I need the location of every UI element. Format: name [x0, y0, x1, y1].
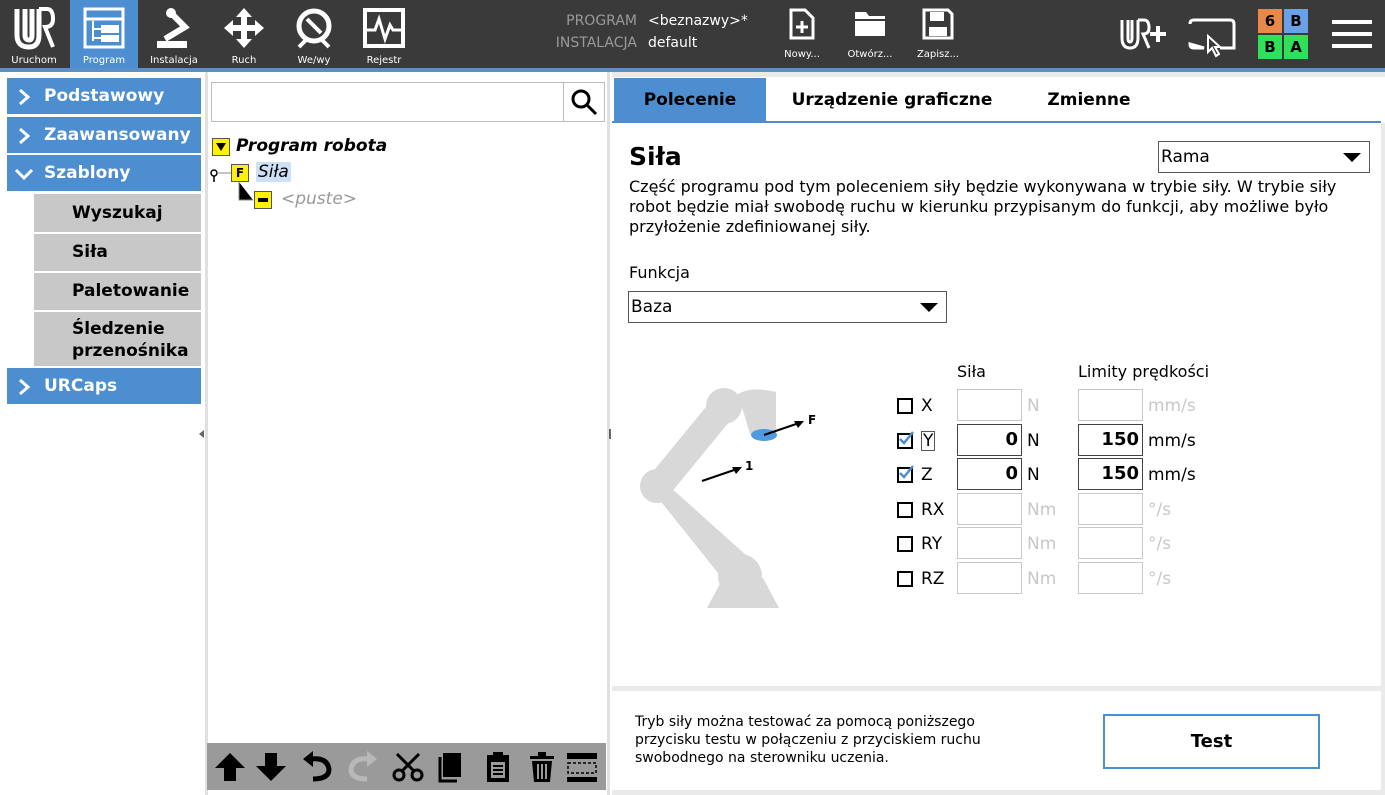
- checkmark-icon: [898, 431, 914, 447]
- copy-icon: [435, 751, 469, 783]
- folder-icon: [854, 8, 886, 38]
- force-description: Część programu pod tym poleceniem siły będzie wykonywana w trybie siły. W trybie siły robot będzie miał swobodę ruchu w kierunku przypisanym do funkcji, aby możliwe było przyłożenie zdefiniowanej siły.: [629, 177, 1337, 236]
- category-zaawansowany[interactable]: [7, 117, 201, 153]
- nav-program[interactable]: [70, 0, 138, 68]
- chevron-right-icon: [17, 378, 31, 396]
- template-sila[interactable]: [34, 234, 201, 271]
- force-node[interactable]: Siła: [258, 162, 289, 182]
- robot-arm-icon: [151, 5, 197, 51]
- axis-checkbox-rz[interactable]: [897, 571, 913, 587]
- program-icon: [81, 5, 127, 51]
- dropdown-arrow-icon: [1343, 153, 1361, 162]
- installation-name: default: [648, 35, 698, 51]
- force-value-field[interactable]: [957, 493, 1022, 525]
- teach-pendant-icon: [1186, 14, 1238, 60]
- axis-label: Z: [921, 465, 933, 485]
- arrow-up-icon: [213, 751, 247, 783]
- menu-button[interactable]: [1330, 14, 1374, 54]
- nav-label: Program: [82, 55, 126, 66]
- test-button[interactable]: Test: [1103, 714, 1320, 769]
- force-value-field[interactable]: 0: [957, 458, 1022, 490]
- status-cell-d: A: [1284, 35, 1308, 59]
- frame-select-value: Rama: [1161, 147, 1210, 167]
- force-title: Siła: [629, 142, 682, 171]
- axis-label: RZ: [921, 569, 945, 589]
- template-label: Wyszukaj: [72, 203, 163, 223]
- axis-label: X: [921, 396, 933, 416]
- force-value-field[interactable]: [957, 389, 1022, 421]
- axis-checkbox-ry[interactable]: [897, 536, 913, 552]
- speed-limit-field[interactable]: [1078, 527, 1143, 559]
- diagram-label-1: 1: [745, 459, 754, 473]
- save-icon: [922, 8, 954, 40]
- tab-urzadzenie-graficzne[interactable]: Urządzenie graficzne: [791, 90, 993, 110]
- urcaps-button[interactable]: [1118, 14, 1168, 54]
- chevron-down-icon: [14, 167, 34, 181]
- force-column-header: Siła: [957, 362, 986, 381]
- empty-node-icon: [254, 191, 272, 209]
- redo-button[interactable]: [345, 751, 379, 783]
- cut-button[interactable]: [391, 751, 425, 783]
- nav-label: We/wy: [297, 55, 331, 66]
- empty-node[interactable]: <puste>: [281, 189, 358, 209]
- program-info-values: [648, 10, 768, 54]
- suppress-button[interactable]: [565, 751, 599, 783]
- checkmark-icon: [898, 465, 914, 481]
- ur-logo-icon: [11, 5, 57, 51]
- status-cell-b: B: [1284, 9, 1308, 33]
- program-root[interactable]: Program robota: [236, 136, 388, 156]
- speed-column-header: Limity prędkości: [1078, 362, 1210, 381]
- log-icon: [361, 5, 407, 51]
- dash-icon: [258, 198, 268, 202]
- undo-icon: [301, 751, 335, 783]
- force-unit: Nm: [1027, 500, 1057, 520]
- template-label: Śledzenie przenośnika: [72, 319, 189, 361]
- tab-polecenie[interactable]: Polecenie: [614, 78, 766, 122]
- nav-we-wy[interactable]: [280, 0, 348, 68]
- force-value-field[interactable]: [957, 527, 1022, 559]
- nav-uruchom[interactable]: [0, 0, 68, 68]
- speed-limit-field[interactable]: 150: [1078, 458, 1143, 490]
- robot-wrist-joint: [706, 388, 742, 424]
- search-input[interactable]: [211, 82, 605, 122]
- speed-limit-field[interactable]: [1078, 562, 1143, 594]
- save-label: Zapisz...: [916, 49, 960, 60]
- axis-label: Y: [923, 431, 934, 451]
- nav-instalacja[interactable]: [140, 0, 208, 68]
- move-up-button[interactable]: [213, 751, 247, 783]
- speed-limit-field[interactable]: 150: [1078, 424, 1143, 456]
- category-urcaps[interactable]: [7, 368, 201, 404]
- nav-label: Uruchom: [11, 55, 57, 66]
- feature-select-value: Baza: [631, 297, 673, 317]
- new-file-icon: [789, 8, 815, 40]
- frame-select[interactable]: [1158, 141, 1370, 173]
- program-key: PROGRAM: [566, 13, 637, 29]
- hamburger-icon: [1330, 14, 1374, 54]
- program-info-keys: [540, 10, 637, 54]
- installation-key: INSTALACJA: [555, 35, 637, 51]
- force-node-icon: F: [231, 164, 249, 182]
- template-paletowanie[interactable]: [34, 273, 201, 310]
- nav-label: Rejestr: [366, 55, 402, 66]
- force-unit: N: [1027, 396, 1040, 416]
- search-icon: [569, 87, 599, 117]
- axis-checkbox-x[interactable]: [897, 398, 913, 414]
- paste-button[interactable]: [481, 751, 515, 783]
- delete-button[interactable]: [525, 751, 559, 783]
- force-unit: N: [1027, 431, 1040, 451]
- speed-unit: °/s: [1148, 534, 1172, 554]
- io-icon: [291, 5, 337, 51]
- program-root-icon: [212, 138, 230, 156]
- template-sledzenie-przenosnika[interactable]: [34, 312, 201, 366]
- teach-pendant-button[interactable]: [1186, 14, 1238, 60]
- force-unit: Nm: [1027, 569, 1057, 589]
- speed-unit: °/s: [1148, 569, 1172, 589]
- new-button[interactable]: [770, 0, 834, 68]
- feature-select[interactable]: [628, 291, 947, 323]
- move-arrows-icon: [221, 5, 267, 51]
- force-value-field[interactable]: 0: [957, 424, 1022, 456]
- nav-rejestr[interactable]: [350, 0, 418, 68]
- status-cell-a: 6: [1258, 9, 1282, 33]
- tab-zmienne[interactable]: Zmienne: [1047, 90, 1131, 110]
- category-label: URCaps: [44, 376, 118, 396]
- suppress-icon: [565, 751, 599, 783]
- force-value-field[interactable]: [957, 562, 1022, 594]
- axis-checkbox-rx[interactable]: [897, 502, 913, 518]
- axis-label: RY: [921, 534, 943, 554]
- speed-unit: mm/s: [1148, 465, 1196, 485]
- search-button[interactable]: [563, 83, 604, 121]
- open-label: Otwórz...: [847, 49, 893, 60]
- redo-icon: [345, 751, 379, 783]
- top-bar: [0, 0, 1385, 68]
- test-info-text: Tryb siły można testować za pomocą poniższego przycisku testu w połączeniu z przyciskiem ruchu swobodnego na sterowniku uczenia.: [635, 714, 981, 766]
- urcaps-plus-icon: [1118, 14, 1168, 54]
- category-label: Zaawansowany: [44, 125, 191, 145]
- status-cell-c: B: [1258, 35, 1282, 59]
- status-grid: [1258, 9, 1308, 59]
- speed-unit: mm/s: [1148, 396, 1196, 416]
- axis-checkbox-z[interactable]: [897, 467, 913, 483]
- speed-limit-field[interactable]: [1078, 389, 1143, 421]
- axis-checkbox-y[interactable]: [897, 433, 913, 449]
- undo-button[interactable]: [301, 751, 335, 783]
- clipboard-icon: [481, 751, 515, 783]
- program-name: <beznazwy>*: [648, 13, 748, 29]
- feature-label: Funkcja: [629, 263, 690, 282]
- chevron-right-icon: [17, 88, 31, 106]
- force-unit: N: [1027, 465, 1040, 485]
- nav-label: Instalacja: [150, 55, 198, 66]
- nav-ruch[interactable]: [210, 0, 278, 68]
- chevron-right-icon: [17, 127, 31, 145]
- axis-label: RX: [921, 500, 945, 520]
- category-label: Podstawowy: [44, 86, 165, 106]
- scissors-icon: [391, 751, 425, 783]
- arrow-down-icon: [254, 751, 288, 783]
- open-button[interactable]: [838, 0, 902, 68]
- force-unit: Nm: [1027, 534, 1057, 554]
- save-button[interactable]: [906, 0, 970, 68]
- template-label: Paletowanie: [72, 281, 190, 301]
- category-podstawowy[interactable]: [7, 78, 201, 114]
- move-down-button[interactable]: [254, 751, 288, 783]
- category-label: Szablony: [44, 163, 131, 183]
- dropdown-arrow-icon: [920, 303, 938, 312]
- new-label: Nowy...: [784, 49, 820, 60]
- speed-unit: mm/s: [1148, 431, 1196, 451]
- template-wyszukaj[interactable]: [34, 194, 201, 232]
- tree-toolbar: [207, 743, 606, 790]
- trash-icon: [525, 751, 559, 783]
- robot-diagram: [630, 378, 830, 613]
- category-szablony[interactable]: [7, 155, 201, 191]
- diagram-label-f: F: [808, 413, 817, 427]
- triangle-down-icon: [215, 142, 227, 152]
- copy-button[interactable]: [435, 751, 469, 783]
- speed-limit-field[interactable]: [1078, 493, 1143, 525]
- template-label: Siła: [72, 242, 108, 262]
- speed-unit: °/s: [1148, 500, 1172, 520]
- nav-label: Ruch: [231, 55, 257, 66]
